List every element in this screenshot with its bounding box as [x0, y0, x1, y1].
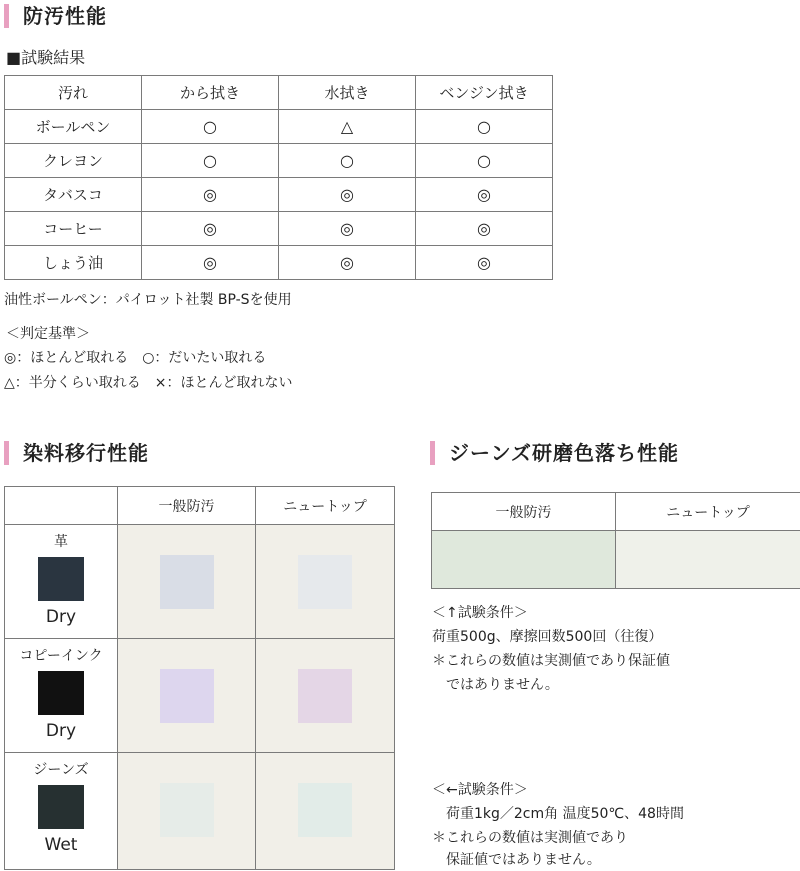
material-cell-jeans [5, 753, 118, 869]
material-label: ジーンズ [33, 762, 89, 778]
stain-mark [160, 669, 214, 723]
condition-2-line-1: 荷重1kg／2cm角 温度50℃、48時間 [432, 806, 684, 822]
abrasion-result-general [432, 531, 616, 588]
rating-cell: ◎ [416, 178, 553, 212]
table-row [5, 246, 553, 280]
column-header: 汚れ [5, 76, 142, 110]
table-row [5, 212, 553, 246]
rating-cell: ○ [142, 110, 279, 144]
column-header: から拭き [142, 76, 279, 110]
stain-mark [160, 783, 214, 837]
stain-mark [298, 783, 352, 837]
leather-swatch [38, 557, 84, 601]
material-label: 革 [54, 534, 68, 550]
test-photo-newtop [256, 639, 394, 753]
column-header: 水拭き [279, 76, 416, 110]
test-photo-general [118, 753, 256, 869]
stain-section-title: 防汚性能 [4, 4, 107, 28]
row-label: コーヒー [5, 212, 142, 246]
rating-cell: ○ [142, 144, 279, 178]
rating-cell: ◎ [142, 212, 279, 246]
condition-label: Dry [45, 721, 77, 741]
row-label: タバスコ [5, 178, 142, 212]
rating-cell: ◎ [416, 246, 553, 280]
stain-test-results-subtitle: ■試験結果 [6, 48, 86, 67]
criteria-line-2: △：半分くらい取れる ×：ほとんど取れない [4, 375, 293, 391]
criteria-line-1: ◎：ほとんど取れる ○：だいたい取れる [4, 350, 267, 366]
column-header [5, 487, 118, 525]
copy-ink-swatch [38, 671, 84, 715]
stain-mark [298, 669, 352, 723]
test-photo-general [118, 639, 256, 753]
table-row [5, 178, 553, 212]
condition-label: Dry [45, 607, 77, 627]
jeans-section-title: ジーンズ研磨色落ち性能 [430, 441, 679, 465]
condition-2-title: ＜←試験条件＞ [432, 782, 528, 798]
condition-1-line-3: ではありません。 [432, 677, 559, 693]
condition-1-line-2: ＊これらの数値は実測値であり保証値 [432, 653, 670, 669]
rating-cell: ○ [279, 144, 416, 178]
column-header: ニュートップ [616, 493, 800, 531]
jeans-abrasion-grid [431, 492, 800, 589]
rating-cell: ○ [416, 110, 553, 144]
material-cell-copy-ink [5, 639, 118, 753]
test-photo-general [118, 525, 256, 639]
jeans-swatch [38, 785, 84, 829]
material-cell-leather [5, 525, 118, 639]
condition-1-line-1: 荷重500g、摩擦回数500回（往復） [432, 629, 663, 645]
rating-cell: △ [279, 110, 416, 144]
condition-label: Wet [44, 835, 78, 855]
row-label: クレヨン [5, 144, 142, 178]
test-photo-newtop [256, 525, 394, 639]
abrasion-result-newtop [616, 531, 800, 588]
column-header: ニュートップ [256, 487, 394, 525]
rating-cell: ◎ [416, 212, 553, 246]
dye-section-title: 染料移行性能 [4, 441, 149, 465]
column-header: 一般防汚 [118, 487, 256, 525]
rating-cell: ◎ [142, 178, 279, 212]
stain-mark [160, 555, 214, 609]
row-label: ボールペン [5, 110, 142, 144]
table-row [5, 144, 553, 178]
rating-cell: ◎ [142, 246, 279, 280]
column-header: 一般防汚 [432, 493, 616, 531]
condition-2-line-2: ＊これらの数値は実測値であり [432, 830, 628, 846]
rating-cell: ◎ [279, 212, 416, 246]
table-header-row [5, 76, 553, 110]
table-row [5, 110, 553, 144]
test-photo-newtop [256, 753, 394, 869]
dye-migration-grid [4, 486, 395, 870]
condition-1-title: ＜↑試験条件＞ [432, 605, 528, 621]
rating-cell: ◎ [279, 178, 416, 212]
rating-cell: ○ [416, 144, 553, 178]
condition-2-line-3: 保証値ではありません。 [432, 852, 601, 868]
column-header: ベンジン拭き [416, 76, 553, 110]
material-label: コピーインク [19, 648, 103, 664]
ballpoint-pen-note: 油性ボールペン：パイロット社製 BP-Sを使用 [4, 292, 292, 308]
stain-results-table [4, 75, 553, 280]
rating-cell: ◎ [279, 246, 416, 280]
row-label: しょう油 [5, 246, 142, 280]
stain-mark [298, 555, 352, 609]
criteria-title: ＜判定基準＞ [6, 326, 90, 342]
